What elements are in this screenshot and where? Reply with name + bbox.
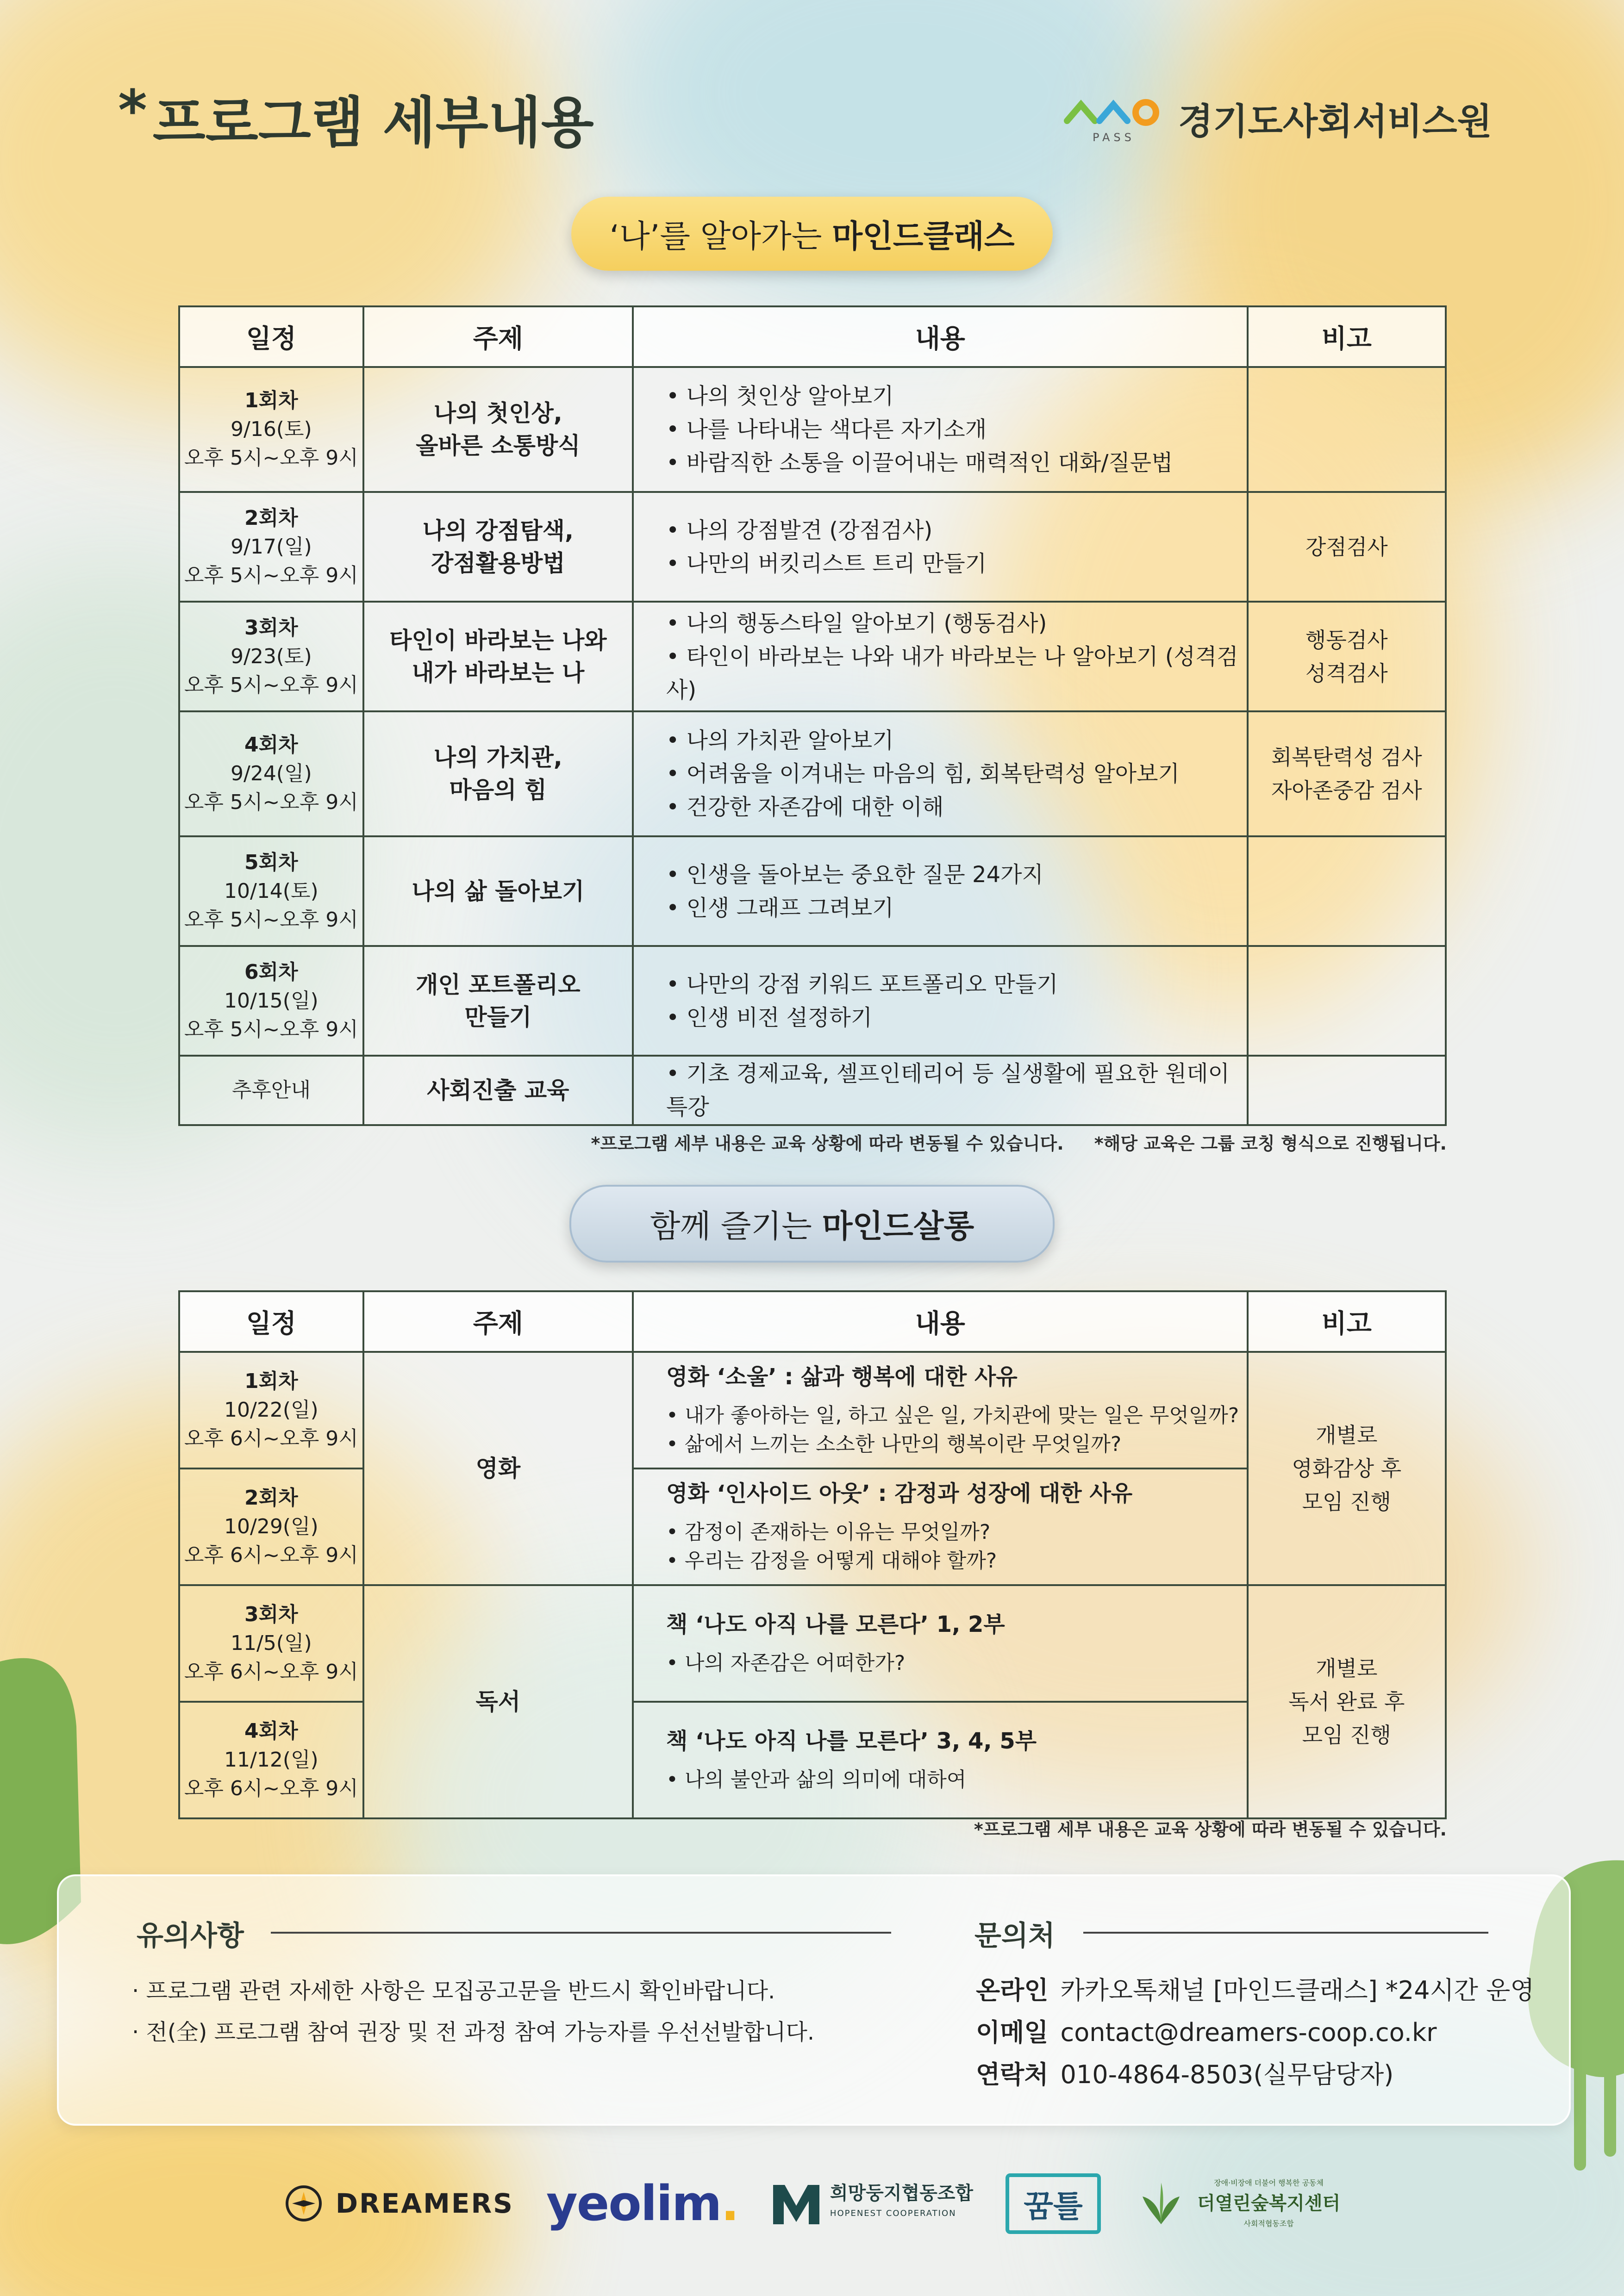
column-header: 비고 — [1248, 306, 1446, 367]
mind-salon-table — [178, 1290, 1447, 1819]
section-pill-mind-class: ‘나’를 알아가는 마인드클래스 — [571, 197, 1053, 271]
content-cell: • 나의 첫인상 알아보기 • 나를 나타내는 색다른 자기소개 • 바람직한 소통을 이끌어내는 매력적인 대화/질문법 — [633, 367, 1248, 492]
contact-divider — [1083, 1932, 1488, 1934]
table-row — [179, 711, 1446, 836]
table-header-row — [179, 306, 1446, 367]
contact-email: 이메일 contact@dreamers-coop.co.kr — [976, 2018, 1437, 2047]
content-cell: 영화 ‘인사이드 아웃’ : 감정과 성장에 대한 사유 • 감정이 존재하는 이유는 무엇일까? • 우리는 감정을 어떻게 대해야 할까? — [633, 1468, 1248, 1585]
column-header: 내용 — [633, 306, 1248, 367]
class-disclaimer: *프로그램 세부 내용은 교육 상황에 따라 변동될 수 있습니다. *해당 교육은 그룹 코칭 형식으로 진행됩니다. — [591, 1133, 1447, 1154]
table-row — [179, 1585, 1446, 1702]
table-header-row — [179, 1291, 1446, 1352]
column-header: 내용 — [633, 1291, 1248, 1352]
note-cell — [1248, 946, 1446, 1056]
table-row — [179, 1056, 1446, 1125]
schedule-cell: 2회차 9/17(일) 오후 5시~오후 9시 — [179, 492, 363, 602]
content-cell: • 나의 행동스타일 알아보기 (행동검사) • 타인이 바라보는 나와 내가 바라보는 나 알아보기 (성격검사) — [633, 602, 1248, 711]
note-cell — [1248, 367, 1446, 492]
content-cell: • 인생을 돌아보는 중요한 질문 24가지 • 인생 그래프 그려보기 — [633, 836, 1248, 946]
content-cell: 책 ‘나도 아직 나를 모른다’ 1, 2부 • 나의 자존감은 어떠한가? — [633, 1585, 1248, 1702]
content-cell: • 나의 가치관 알아보기 • 어려움을 이겨내는 마음의 힘, 회복탄력성 알아보기 • 건강한 자존감에 대한 이해 — [633, 711, 1248, 836]
contact-phone: 연락처 010-4864-8503(실무담당자) — [976, 2060, 1394, 2089]
content-cell: 영화 ‘소울’ : 삶과 행복에 대한 사유 • 내가 좋아하는 일, 하고 싶은 일, 가치관에 맞는 일은 무엇일까? • 삶에서 느끼는 소소한 나만의 행복이란 무엇일까? — [633, 1352, 1248, 1468]
column-header: 일정 — [179, 1291, 363, 1352]
notice-item: · 전(全) 프로그램 참여 권장 및 전 과정 참여 가능자를 우선선발합니다. — [132, 2014, 814, 2046]
content-cell: • 나의 강점발견 (강점검사) • 나만의 버킷리스트 트리 만들기 — [633, 492, 1248, 602]
note-cell — [1248, 836, 1446, 946]
column-header: 비고 — [1248, 1291, 1446, 1352]
contact-online: 온라인 카카오톡채널 [마인드클래스] *24시간 운영 — [976, 1976, 1535, 2005]
schedule-cell: 2회차 10/29(일) 오후 6시~오후 9시 — [179, 1468, 363, 1585]
schedule-cell: 3회차 9/23(토) 오후 5시~오후 9시 — [179, 602, 363, 711]
table-row — [179, 492, 1446, 602]
column-header: 일정 — [179, 306, 363, 367]
topic-cell: 독서 — [363, 1585, 633, 1818]
topic-cell: 나의 강점탐색, 강점활용방법 — [363, 492, 633, 602]
topic-cell: 사회진출 교육 — [363, 1056, 633, 1125]
topic-cell: 나의 첫인상, 올바른 소통방식 — [363, 367, 633, 492]
notice-item: · 프로그램 관련 자세한 사항은 모집공고문을 반드시 확인바랍니다. — [132, 1973, 775, 2005]
pass-logo-icon — [1062, 93, 1164, 144]
note-cell: 개별로 영화감상 후 모임 진행 — [1248, 1352, 1446, 1585]
note-cell: 행동검사 성격검사 — [1248, 602, 1446, 711]
note-cell: 회복탄력성 검사 자아존중감 검사 — [1248, 711, 1446, 836]
topic-cell: 영화 — [363, 1352, 633, 1585]
pass-logo-text: PASS — [1092, 131, 1135, 144]
topic-cell: 나의 삶 돌아보기 — [363, 836, 633, 946]
schedule-cell: 4회차 11/12(일) 오후 6시~오후 9시 — [179, 1702, 363, 1818]
note-cell: 개별로 독서 완료 후 모임 진행 — [1248, 1585, 1446, 1818]
table-row — [179, 1352, 1446, 1468]
column-header: 주제 — [363, 306, 633, 367]
yeolim-logo: yeolim. — [546, 2175, 738, 2232]
content-cell: • 나만의 강점 키워드 포트폴리오 만들기 • 인생 비전 설정하기 — [633, 946, 1248, 1056]
schedule-cell: 1회차 10/22(일) 오후 6시~오후 9시 — [179, 1352, 363, 1468]
forest-leaf-icon — [1133, 2180, 1189, 2227]
hopenest-mark-icon — [771, 2180, 822, 2227]
table-row — [179, 946, 1446, 1056]
org-logo — [1062, 93, 1492, 144]
schedule-cell: 3회차 11/5(일) 오후 6시~오후 9시 — [179, 1585, 363, 1702]
schedule-cell: 추후안내 — [179, 1056, 363, 1125]
topic-cell: 개인 포트폴리오 만들기 — [363, 946, 633, 1056]
topic-cell: 타인이 바라보는 나와 내가 바라보는 나 — [363, 602, 633, 711]
column-header: 주제 — [363, 1291, 633, 1352]
page-title: * 프로그램 세부내용 — [118, 79, 594, 155]
schedule-cell: 1회차 9/16(토) 오후 5시~오후 9시 — [179, 367, 363, 492]
table-row — [179, 367, 1446, 492]
contact-title: 문의처 — [974, 1920, 1055, 1952]
partner-logos — [0, 2173, 1624, 2234]
notice-divider — [271, 1932, 891, 1934]
mind-class-table — [178, 305, 1447, 1126]
org-name: 경기도사회서비스원 — [1178, 101, 1492, 143]
note-cell: 강점검사 — [1248, 492, 1446, 602]
kkumteul-logo: 꿈틀 — [1006, 2173, 1101, 2234]
forest-welfare-logo: 장애·비장애 더불어 행복한 공동체 더열린숲복지센터 사회적협동조합 — [1133, 2173, 1340, 2234]
schedule-cell: 6회차 10/15(일) 오후 5시~오후 9시 — [179, 946, 363, 1056]
topic-cell: 나의 가치관, 마음의 힘 — [363, 711, 633, 836]
content-cell: • 기초 경제교육, 셀프인테리어 등 실생활에 필요한 원데이 특강 — [633, 1056, 1248, 1125]
compass-icon — [284, 2184, 324, 2223]
dreamers-logo: DREAMERS — [284, 2184, 514, 2223]
content-cell: 책 ‘나도 아직 나를 모른다’ 3, 4, 5부 • 나의 불안과 삶의 의미에 대하여 — [633, 1702, 1248, 1818]
hopenest-logo: 희망둥지협동조합 HOPENEST COOPERATION — [771, 2180, 973, 2227]
note-cell — [1248, 1056, 1446, 1125]
salon-disclaimer: *프로그램 세부 내용은 교육 상황에 따라 변동될 수 있습니다. — [974, 1819, 1447, 1840]
table-row — [179, 602, 1446, 711]
table-row — [179, 836, 1446, 946]
notice-title: 유의사항 — [137, 1920, 244, 1952]
section-pill-mind-salon: 함께 즐기는 마인드살롱 — [569, 1185, 1055, 1263]
schedule-cell: 4회차 9/24(일) 오후 5시~오후 9시 — [179, 711, 363, 836]
schedule-cell: 5회차 10/14(토) 오후 5시~오후 9시 — [179, 836, 363, 946]
